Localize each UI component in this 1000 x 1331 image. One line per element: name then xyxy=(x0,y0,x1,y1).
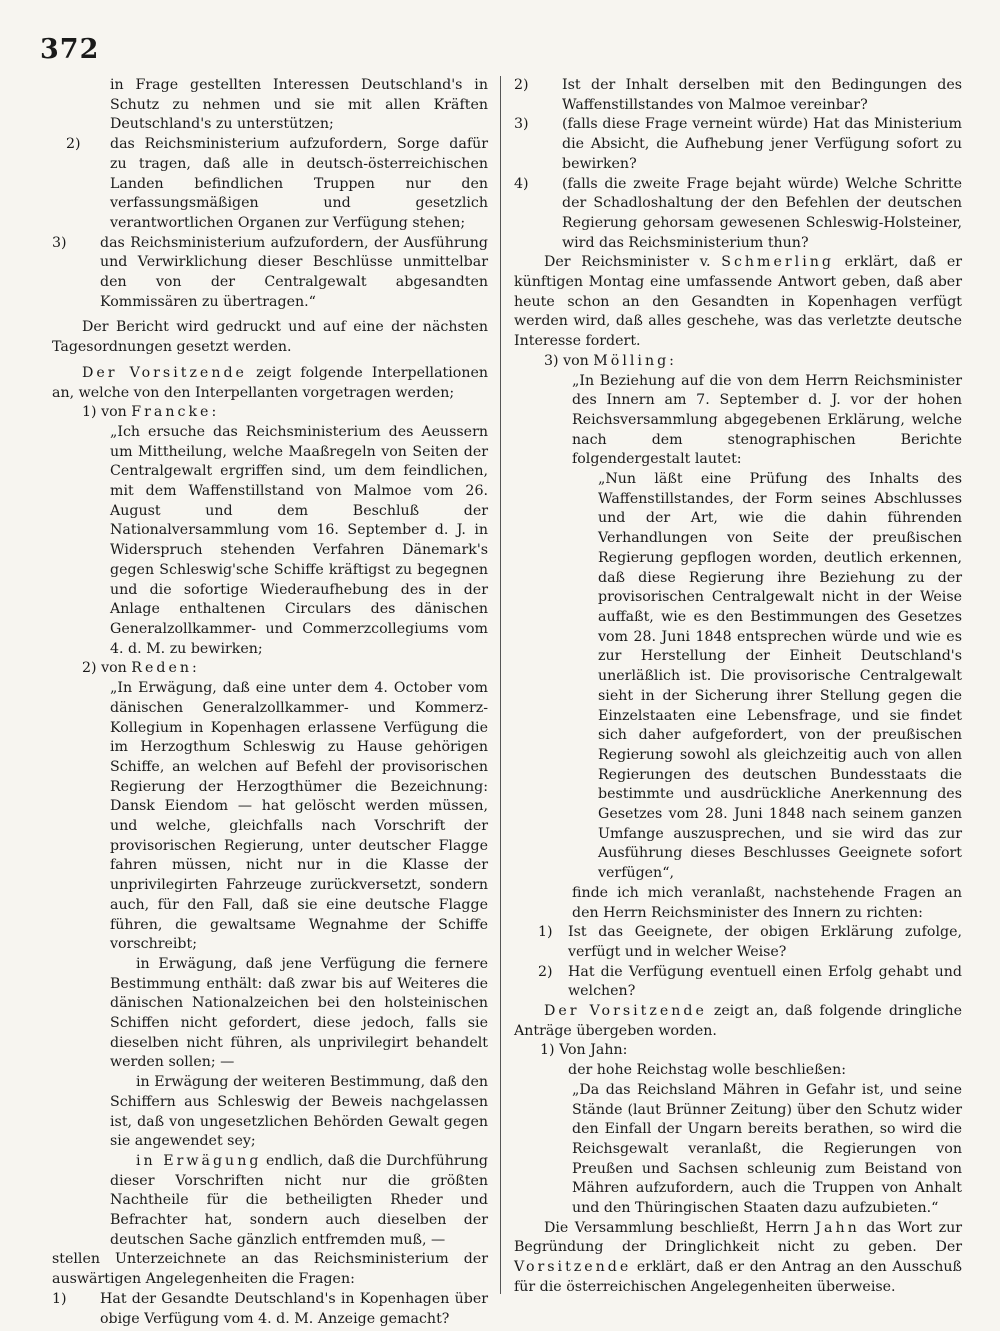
list-text: Ist der Inhalt derselben mit den Bedingungen des Waffenstillstandes von Malmoe vereinbar? xyxy=(562,77,962,113)
list-number: 2) xyxy=(66,136,81,153)
list-item xyxy=(514,963,962,1002)
quote-block: in Erwägung der weiteren Bestimmung, daß den Schiffern aus Schleswig der Beweis nachgelassen ist, daß von ungesetzlichen Behörden Gewalt gegen sie angewendet sey; xyxy=(110,1074,488,1150)
speaker-label: Der Vorsitzende xyxy=(82,364,247,381)
speaker-label: Vorsitzende xyxy=(514,1259,632,1276)
paragraph: der hohe Reichstag wolle beschließen: xyxy=(568,1062,846,1079)
list-text: Ist das Geeignete, der obigen Erklärung zufolge, verfügt und in welcher Weise? xyxy=(568,924,962,960)
paragraph-text: Der Reichsminister v. xyxy=(544,254,711,271)
paragraph-text: erklärt, daß er künftigen Montag eine umfassende Antwort geben, daß aber heute schon an den Gesandten in Kopenhagen verfügt werden wird, daß alles geschehe, was das verletzte deutsche Interesse fordert. xyxy=(514,254,962,350)
list-text: das Reichsministerium aufzufordern, der Ausführung und Verwirklichung dieser Beschlüsse unmittelbar den von der Centralgewalt abgesandten Kommissären zu übertragen.“ xyxy=(100,234,488,310)
list-item xyxy=(514,175,962,254)
interpellation-heading xyxy=(52,659,488,679)
speaker-name: Jahn xyxy=(815,1219,860,1236)
paragraph-text: das Wort zur Begründung der Dringlichkeit nicht zu geben. Der xyxy=(514,1219,962,1256)
list-text: (falls die zweite Frage bejaht würde) Welche Schritte der Schadloshaltung der den Befehlen der deutschen Regierung gehorsam gewesenen Schleswig-Holsteiner, wird das Reichsministerium thun? xyxy=(562,175,962,251)
paragraph xyxy=(514,1219,962,1298)
quote-block: in Erwägung, daß jene Verfügung die fernere Bestimmung enthält: daß zwar bis auf Weiteres die dänischen Nationalzeichen bei den holsteinischen Schiffen nicht gefordert, diese jedoch, falls sie dieselben nicht führen, als unprivilegirt behandelt werden sollen; — xyxy=(110,955,488,1071)
paragraph xyxy=(514,253,962,352)
list-item xyxy=(514,115,962,174)
heading-prefix: 3) von xyxy=(544,352,589,369)
paragraph-text: zeigt folgende Interpellationen an, welche von den Interpellanten vorgetragen werden; xyxy=(52,364,488,401)
list-item xyxy=(514,76,962,115)
left-column xyxy=(52,76,488,1329)
list-text: das Reichsministerium aufzufordern, Sorge dafür zu tragen, daß alle in deutsch-österreichischen Landen befindlichen Truppen nur den verfassungsmäßigen und gesetzlich verantwortlichen Organen zur Verfügung stehen; xyxy=(110,136,488,231)
quote-block: „Ich ersuche das Reichsministerium des Aeussern um Mittheilung, welche Maaßregeln von Seiten der Centralgewalt ergriffen sind, um dem feindlichen, mit dem Waffenstillstand von Malmoe vom 26. August und dem Beschluß der Nationalversammlung vom 16. September d. J. in Widerspruch stehenden Verfahren Dänemark's gegen Schleswig'sche Schiffe kräftigst zu begegnen und die sofortige Wiederaufhebung des in der Anlage enthaltenen Circulars des dänischen Generalzollkammer- und Commerzcollegiums vom 4. d. M. zu bewirken; xyxy=(110,423,488,657)
emphasis: in Erwägung xyxy=(136,1152,262,1169)
list-item xyxy=(52,1290,488,1329)
list-item xyxy=(52,234,488,313)
quote-text: endlich, daß die Durchführung dieser Vorschriften nicht nur die größten Nachtheile für die betheiligten Rheder und Befrachter hat, sondern auch dieselben der deutschen Sache gänzlich entfremden muß, — xyxy=(110,1152,489,1248)
page-number: 372 xyxy=(40,34,100,65)
paragraph-text: erklärt, daß er den Antrag an den Ausschuß für die österreichischen Angelegenheiten überweise. xyxy=(514,1259,963,1295)
list-number: 2) xyxy=(514,77,529,93)
paragraph-text: Die Versammlung beschließt, Herrn xyxy=(544,1219,809,1236)
motion-heading: 1) Von Jahn: xyxy=(540,1042,628,1059)
list-number: 1) xyxy=(538,924,553,941)
list-text: Hat der Gesandte Deutschland's in Kopenhagen über obige Verfügung vom 4. d. M. Anzeige gemacht? xyxy=(100,1290,488,1327)
interpellant-name: Francke: xyxy=(131,404,220,421)
list-number: 3) xyxy=(52,234,67,251)
list-item-continuation: in Frage gestellten Interessen Deutschland's in Schutz zu nehmen und sie mit allen Kräften Deutschland's zu unterstützen; xyxy=(110,77,488,133)
quote-block: „Da das Reichsland Mähren in Gefahr ist, und seine Stände (laut Brünner Zeitung) über den Schutz wider den Einfall der Ungarn bereits berathen, so wird die Reichsgewalt veranlaßt, die Regierungen von Preußen und Sachsen schleunig zum Beistand von Mähren aufzufordern, auch die Truppen von Anhalt und den Thüringischen Staaten dazu aufzubieten.“ xyxy=(572,1081,962,1217)
list-number: 4) xyxy=(514,175,529,192)
heading-prefix: 2) von xyxy=(82,660,127,677)
column-divider xyxy=(500,76,501,1294)
list-number: 3) xyxy=(514,116,529,133)
quote-block xyxy=(52,1152,488,1251)
list-text: (falls diese Frage verneint würde) Hat das Ministerium die Absicht, die Aufhebung jener Verfügung sofort zu bewirken? xyxy=(562,116,962,172)
paragraph: Der Bericht wird gedruckt und auf eine der nächsten Tagesordnungen gesetzt werden. xyxy=(52,319,488,356)
list-number: 1) xyxy=(52,1290,67,1307)
quote-block: „In Beziehung auf die von dem Herrn Reichsminister des Innern am 7. September d. J. vor der hohen Reichsversammlung abgegebenen Erklärung, welche nach dem stenographischen Berichte folgendergestalt lautet: xyxy=(572,372,962,468)
right-column xyxy=(514,76,962,1298)
interpellant-name: Reden: xyxy=(131,660,200,677)
speaker-name: Schmerling xyxy=(721,254,834,271)
interpellation-heading xyxy=(514,352,962,372)
list-item xyxy=(514,923,962,962)
list-number: 2) xyxy=(538,963,553,980)
paragraph xyxy=(52,364,488,403)
paragraph: stellen Unterzeichnete an das Reichsministerium der auswärtigen Angelegenheiten die Fragen: xyxy=(52,1251,488,1288)
paragraph xyxy=(514,1002,962,1041)
interpellation-heading xyxy=(52,403,488,423)
paragraph: finde ich mich veranlaßt, nachstehende Fragen an den Herrn Reichsminister des Innern zu richten: xyxy=(572,884,962,921)
interpellant-name: Mölling: xyxy=(593,352,677,369)
heading-prefix: 1) von xyxy=(82,404,127,421)
quote-block: „In Erwägung, daß eine unter dem 4. October vom dänischen Generalzollkammer- und Kommerz-Kollegium in Kopenhagen erlassene Verfügung die im Herzogthum Schleswig zu Hause gehörigen Schiffe, an welchen auf Befehl der provisorischen Regierung der Herzogthümer die Bezeichnung: Dansk Eiendom — hat gelöscht werden müssen, und welche, gleichfalls nach Vorschrift der provisorischen Regierung, unter deutscher Flagge fahren müssen, nicht nur in die Klasse der unprivilegirten Fahrzeuge zurückversetzt, sondern auch, für den Fall, daß sie eine deutsche Flagge führen, die gewaltsame Wegnahme der Schiffe vorschreibt; xyxy=(110,680,488,953)
list-text: Hat die Verfügung eventuell einen Erfolg gehabt und welchen? xyxy=(568,963,962,1000)
speaker-label: Der Vorsitzende xyxy=(544,1003,707,1020)
paragraph-text: zeigt an, daß folgende dringliche Anträge übergeben worden. xyxy=(514,1003,962,1039)
nested-quote-block: „Nun läßt eine Prüfung des Inhalts des Waffenstillstandes, der Form seines Abschlusses und der Art, wie die dahin führenden Verhandlungen von Seite der preußischen Regierung gepflogen worden, deutlich erkennen, daß diese Regierung ihre Beziehung zu der provisorischen Centralgewalt nicht in der Weise auffaßt, wie es den Bestimmungen des Gesetzes vom 28. Juni 1848 entsprechen würde und wie es zur Herstellung der Einheit Deutschland's unerläßlich ist. Die provisorische Centralgewalt sieht in der Sicherung ihrer Stellung gegen die Einzelstaaten eine Lebensfrage, und sie findet sich daher aufgefordert, von der preußischen Regierung sowohl als gleichzeitig auch von allen Regierungen des deutschen Bundesstaats die bestimmte und ausdrückliche Anerkennung des Gesetzes vom 28. Juni 1848 nach seinem ganzen Umfange auszusprechen, und sie wird das zur Ausführung dieses Beschlusses Geeignete sofort verfügen“, xyxy=(598,471,962,882)
list-item xyxy=(52,135,488,234)
